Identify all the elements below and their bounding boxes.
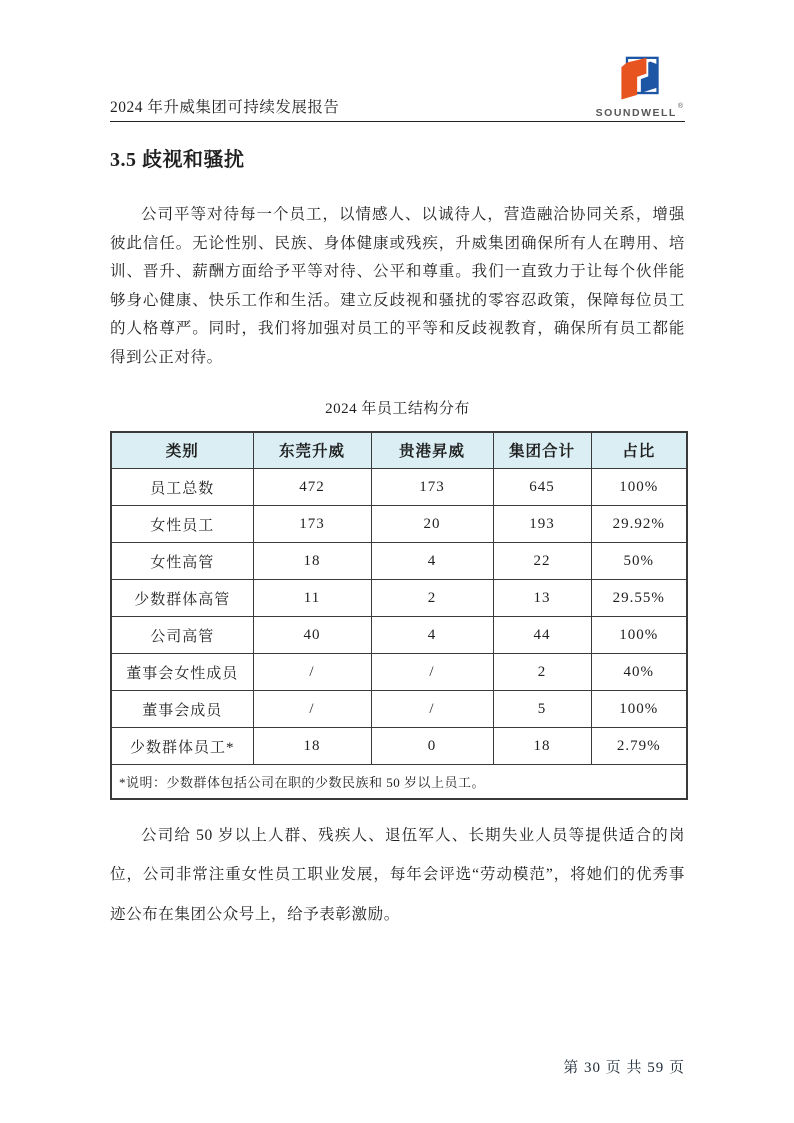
table-row bbox=[111, 617, 687, 654]
table-header-row bbox=[111, 432, 687, 469]
table-row bbox=[111, 654, 687, 691]
table-footnote-row bbox=[111, 765, 687, 799]
row-value: 4 bbox=[371, 543, 493, 580]
paragraph-inclusive-hiring: 公司给 50 岁以上人群、残疾人、退伍军人、长期失业人员等提供适合的岗位，公司非常注重女性员工职业发展，每年会评选“劳动模范”，将她们的优秀事迹公布在集团公众号上，给予表彰激励。 bbox=[110, 826, 685, 923]
row-value: 173 bbox=[371, 469, 493, 506]
row-value: / bbox=[253, 691, 371, 728]
row-value: 472 bbox=[253, 469, 371, 506]
row-value: 20 bbox=[371, 506, 493, 543]
row-category: 女性员工 bbox=[111, 506, 253, 543]
row-value: / bbox=[253, 654, 371, 691]
table-row bbox=[111, 506, 687, 543]
row-value: 18 bbox=[253, 728, 371, 765]
company-logo bbox=[596, 56, 683, 119]
row-category: 董事会女性成员 bbox=[111, 654, 253, 691]
document-header bbox=[110, 0, 685, 122]
table-row bbox=[111, 728, 687, 765]
row-value: 40 bbox=[253, 617, 371, 654]
report-title: 2024 年升威集团可持续发展报告 bbox=[110, 99, 340, 116]
registered-trademark-symbol: ® bbox=[677, 103, 683, 110]
row-value: 193 bbox=[493, 506, 591, 543]
row-value: / bbox=[371, 691, 493, 728]
row-category: 员工总数 bbox=[111, 469, 253, 506]
row-value: 100% bbox=[591, 691, 687, 728]
row-value: 18 bbox=[253, 543, 371, 580]
row-category: 少数群体高管 bbox=[111, 580, 253, 617]
row-value: 18 bbox=[493, 728, 591, 765]
row-value: 2.79% bbox=[591, 728, 687, 765]
row-value: 13 bbox=[493, 580, 591, 617]
row-category: 女性高管 bbox=[111, 543, 253, 580]
row-category: 公司高管 bbox=[111, 617, 253, 654]
table-row bbox=[111, 469, 687, 506]
row-value: 22 bbox=[493, 543, 591, 580]
table-row bbox=[111, 543, 687, 580]
column-header: 占比 bbox=[591, 432, 687, 469]
row-value: 645 bbox=[493, 469, 591, 506]
row-value: 100% bbox=[591, 617, 687, 654]
row-value: 2 bbox=[371, 580, 493, 617]
table-row bbox=[111, 580, 687, 617]
paragraph-equality-policy: 公司平等对待每一个员工，以情感人、以诚待人，营造融洽协同关系，增强彼此信任。无论性别、民族、身体健康或残疾，升威集团确保所有人在聘用、培训、晋升、薪酬方面给予平等对待、公平和尊重。我们一直致力于让每个伙伴能够身心健康、快乐工作和生活。建立反歧视和骚扰的零容忍政策，保障每位员工的人格尊严。同时，我们将加强对员工的平等和反歧视教育，确保所有员工都能得到公正对待。 bbox=[110, 206, 685, 366]
row-value: 50% bbox=[591, 543, 687, 580]
section-title: 3.5 歧视和骚扰 bbox=[110, 149, 245, 171]
row-value: 5 bbox=[493, 691, 591, 728]
column-header: 类别 bbox=[111, 432, 253, 469]
row-value: 40% bbox=[591, 654, 687, 691]
row-value: 2 bbox=[493, 654, 591, 691]
employee-structure-table bbox=[110, 431, 688, 800]
row-value: 173 bbox=[253, 506, 371, 543]
table-footnote: *说明：少数群体包括公司在职的少数民族和 50 岁以上员工。 bbox=[111, 765, 687, 799]
table-row bbox=[111, 691, 687, 728]
row-value: / bbox=[371, 654, 493, 691]
row-value: 0 bbox=[371, 728, 493, 765]
page-number: 第 30 页 共 59 页 bbox=[563, 1060, 685, 1076]
column-header: 集团合计 bbox=[493, 432, 591, 469]
logo-wordmark: SOUNDWELL bbox=[595, 107, 677, 119]
row-category: 少数群体员工* bbox=[111, 728, 253, 765]
row-value: 44 bbox=[493, 617, 591, 654]
soundwell-logo-icon bbox=[613, 56, 665, 106]
row-value: 11 bbox=[253, 580, 371, 617]
row-value: 29.55% bbox=[591, 580, 687, 617]
column-header: 贵港昇威 bbox=[371, 432, 493, 469]
row-value: 100% bbox=[591, 469, 687, 506]
row-category: 董事会成员 bbox=[111, 691, 253, 728]
column-header: 东莞升威 bbox=[253, 432, 371, 469]
table-caption: 2024 年员工结构分布 bbox=[325, 400, 470, 417]
row-value: 4 bbox=[371, 617, 493, 654]
row-value: 29.92% bbox=[591, 506, 687, 543]
